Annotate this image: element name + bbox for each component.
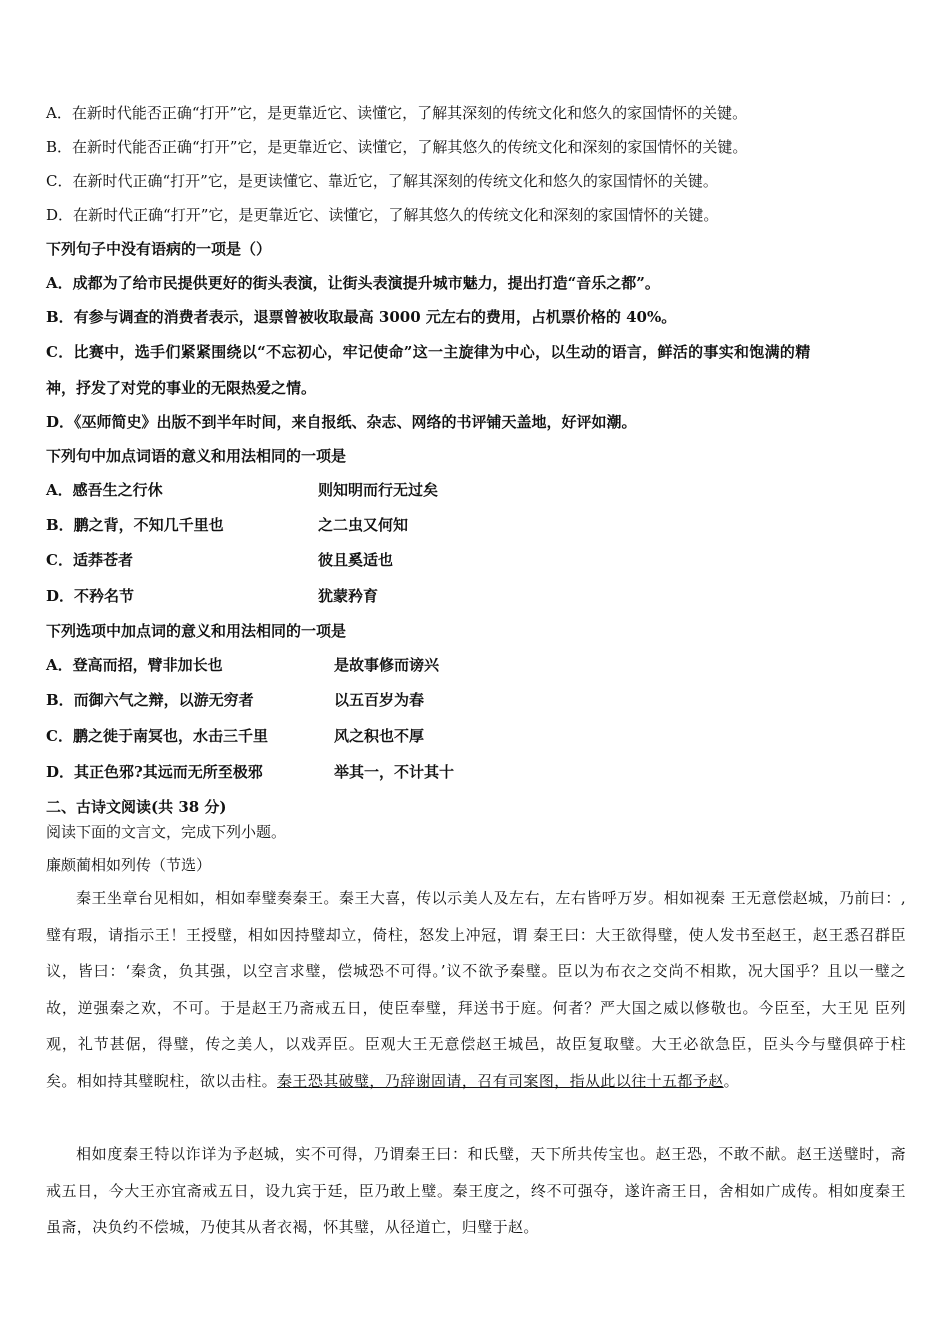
grammar-option-d: D．《巫师简史》出版不到半年时间，来自报纸、杂志、网络的书评铺天盖地，好评如潮。	[46, 413, 637, 431]
words2-option-b	[46, 690, 425, 710]
words2-option-d-left: D．其正色邪?其远而无所至极邪	[46, 763, 263, 781]
words2-option-d	[46, 762, 455, 782]
words1-option-a	[46, 480, 439, 500]
words1-option-d	[46, 586, 379, 606]
words2-option-a-right: 是故事修而谤兴	[334, 656, 440, 674]
passage-title: 廉颇蔺相如列传（节选）	[46, 856, 212, 874]
option-b-top: B．在新时代能否正确“打开”它，是更靠近它、读懂它，了解其悠久的传统文化和深刻的家国情怀的关键。	[46, 138, 748, 156]
grammar-option-c-line2: 神，抒发了对党的事业的无限热爱之情。	[46, 379, 317, 397]
words2-option-b-right: 以五百岁为春	[334, 691, 425, 709]
passage-p1-underlined: 秦王恐其破璧，乃辞谢固请，召有司案图，指从此以往十五都予赵	[277, 1071, 724, 1090]
grammar-option-b: B．有参与调查的消费者表示，退票曾被收取最高 3000 元左右的费用，占机票价格的 40%。	[46, 308, 677, 326]
passage-paragraph-2: 相如度秦王特以诈详为予赵城，实不可得，乃谓秦王曰：和氏璧，天下所共传宝也。赵王恐，不敢不献。赵王送璧时，斋戒五日，今大王亦宜斋戒五日，设九宾于廷，臣乃敢上璧。秦王度之，终不可强夺，遂许斋王日，舍相如广成传。相如度秦王虽斋，决负约不偿城，乃使其从者衣褐，怀其璧，从径道亡，归璧于赵。	[46, 1145, 906, 1236]
words2-question-stem: 下列选项中加点词的意义和用法相同的一项是	[46, 622, 347, 640]
option-c-top: C．在新时代正确“打开”它，是更读懂它、靠近它，了解其深刻的传统文化和悠久的家国情怀的关键。	[46, 172, 718, 190]
section-heading: 二、古诗文阅读(共 38 分)	[46, 798, 227, 816]
words1-option-c-left: C．适莽苍者	[46, 551, 133, 569]
words1-option-a-left: A．感吾生之行休	[46, 481, 163, 499]
words1-option-d-right: 犹蒙矜育	[318, 587, 379, 605]
words2-option-d-right: 举其一，不计其十	[334, 763, 455, 781]
words1-option-b	[46, 515, 409, 535]
words2-option-b-left: B．而御六气之辩，以游无穷者	[46, 691, 254, 709]
section-instruction: 阅读下面的文言文，完成下列小题。	[46, 823, 287, 841]
words1-option-a-right: 则知明而行无过矣	[318, 481, 439, 499]
words2-option-c	[46, 726, 425, 746]
words2-option-c-right: 风之积也不厚	[334, 727, 425, 745]
words1-option-b-right: 之二虫又何知	[318, 516, 409, 534]
words2-option-a	[46, 655, 440, 675]
passage-paragraph-1	[46, 880, 906, 1099]
words1-option-b-left: B．鹏之背，不知几千里也	[46, 516, 224, 534]
words1-option-d-left: D．不矜名节	[46, 587, 135, 605]
words2-option-a-left: A．登高而招，臂非加长也	[46, 656, 223, 674]
grammar-question-stem: 下列句子中没有语病的一项是（）	[46, 240, 272, 258]
option-a-top: A．在新时代能否正确“打开”它，是更靠近它、读懂它，了解其深刻的传统文化和悠久的家国情怀的关键。	[46, 104, 748, 122]
words1-question-stem: 下列句中加点词语的意义和用法相同的一项是	[46, 447, 347, 465]
words1-option-c	[46, 550, 394, 570]
words1-option-c-right: 彼且奚适也	[318, 551, 394, 569]
words2-option-c-left: C．鹏之徙于南冥也，水击三千里	[46, 727, 268, 745]
grammar-option-a: A．成都为了给市民提供更好的街头表演，让街头表演提升城市魅力，提出打造“音乐之都”。	[46, 274, 660, 292]
passage-p1-end: 。	[723, 1071, 740, 1090]
passage-p1-main: 秦王坐章台见相如，相如奉璧奏秦王。秦王大喜，传以示美人及左右，左右皆呼万岁。相如视秦 王无意偿赵城，乃前曰：,璧有瑕，请指示王！王授璧，相如因持璧却立，倚柱，怒发上冲冠，谓 秦王曰：大王欲得璧，使人发书至赵王，赵王悉召群臣议，皆曰：‘秦贪，负其强，以空言求璧，偿城恐不可得。’议不欲予秦璧。臣以为布衣之交尚不相欺，况大国乎？且以一璧之故，逆强秦之欢，不可。于是赵王乃斋戒五日，使臣奉璧，拜送书于庭。何者？严大国之威以修敬也。今臣至，大王见 臣列观，礼节甚倨，得璧，传之美人，以戏弄臣。臣观大王无意偿赵王城邑，故臣复取璧。大王必欲急臣，臣头今与璧俱碎于柱矣。相如持其璧睨柱，欲以击柱。	[46, 889, 906, 1090]
option-d-top: D．在新时代正确“打开”它，是更靠近它、读懂它，了解其悠久的传统文化和深刻的家国情怀的关键。	[46, 206, 719, 224]
grammar-option-c-line1: C．比赛中，选手们紧紧围绕以“不忘初心，牢记使命”这一主旋律为中心，以生动的语言，鲜活的事实和饱满的精	[46, 343, 811, 361]
